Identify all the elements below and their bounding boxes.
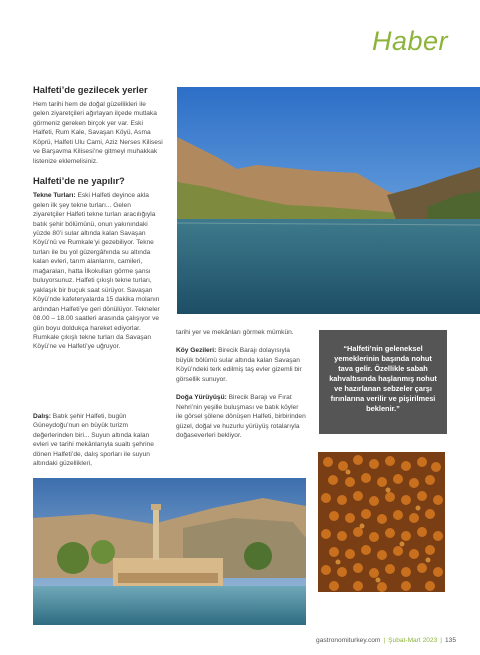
column-middle [176,328,306,450]
diving-label: Dalış: [33,413,51,420]
nature-walk-text: Birecik Barajı ve Fırat Nehri’nin yeşille buluşması ve batık köyler ile görsel şölene dönüşen Halfeti, birbirinden güzel, doğal ve huzurlu yürüyüş rotalarıyla doğaseverleri bekliyor. [176,394,306,440]
paragraph-boat-tours [33,191,163,352]
paragraph-nature-walk [176,393,306,440]
footer-separator: | [440,637,442,644]
boat-tours-label: Tekne Turları: [33,192,76,200]
diving-text: Batık şehir Halfeti, bugün Güneydoğu’nun en büyük turizm değerlerinden biri... Suyun altında kalan evleri ve tarihi mekânlarıyla sualtı şehrine dönen Halfeti’de, dalış sporları ile suyun altındaki güzellikleri, [33,413,154,468]
footer-website: gastronomiturkey.com [316,637,381,644]
village-trips-label: Köy Gezileri: [176,347,217,355]
pull-quote: “Halfeti’nin geleneksel yemeklerinin başında nohut tava gelir. Özellikle sabah kahvaltısında haşlanmış nohut ve hazırlanan sebzeler çarşı fırınlarına verilir ve pişirilmesi beklenir.” [319,330,447,434]
footer-separator: | [383,637,386,644]
heading-places: Halfeti’de gezilecek yerler [33,84,148,95]
paragraph-village-trips [176,346,306,384]
photo-lake-canyon [177,87,480,314]
column-left-upper [33,84,163,361]
photo-chickpea-dish [318,452,445,592]
footer-issue-date: Şubat-Mart 2023 [388,637,438,644]
photo-halfeti-town [33,478,306,625]
nature-walk-label: Doğa Yürüyüşü: [176,394,227,402]
paragraph-places: Hem tarihi hem de doğal güzellikleri ile gelen ziyaretçileri ağırlayan ilçede mutlaka görmeniz gereken birçok yer var. Eski Halfeti, Rum Kale, Savaşan Köyü, Asma Köprü, Halfeti Ulu Cami, Aziz Nerses Kilisesi ve Barşavma Kilisesi’ne gitmeyi muhakkak listenize eklemelisiniz. [33,101,163,165]
paragraph-diving [33,412,163,469]
village-trips-text: Birecik Barajı dolayısıyla büyük bölümü sular altında kalan Savaşan Köyü’ndeki terk edilmiş taş evler gizemli bir görsellik sunuyor. [176,347,302,383]
paragraph-continued: tarihi yer ve mekânları görmek mümkün. [176,329,294,336]
page-footer [316,637,456,644]
section-title: Haber [372,26,449,56]
boat-tours-text: Eski Halfeti deyince akla gelen ilk şey tekne turları... Gelen ziyaretçiler Halfeti tekne turları aracılığıyla batık şehir bölümünü, onun yakınındaki yüzde 80’i sular altında kalan Savaşan Köyü’nü ve Rumkale’yi gezebiliyor. Tekne turları ile bu yol güzergâhında su altında kalan evleri, tarım alanlarını, camileri, mağaraları, hatta İlkokulları görme şansı buluyorsunuz. Halfeti çıkışlı tekne turları, yaklaşık bir buçuk saat sürüyor. Savaşan Köyü’nde kafeteryalarda 15 dakika molanın ardından Halfeti’ye geri dönülüyor. Tekneler 08.00 – 18.00 saatleri arasında çalışıyor ve gün boyu doldukça hareket ediyorlar. Rumkale çıkışlı tekne turları da Savaşan Köyü’ne ve Halfeti’ye uğruyor. [33,192,160,351]
page-number: 135 [444,637,456,644]
heading-activities: Halfeti’de ne yapılır? [33,175,125,187]
column-left-lower [33,412,163,478]
